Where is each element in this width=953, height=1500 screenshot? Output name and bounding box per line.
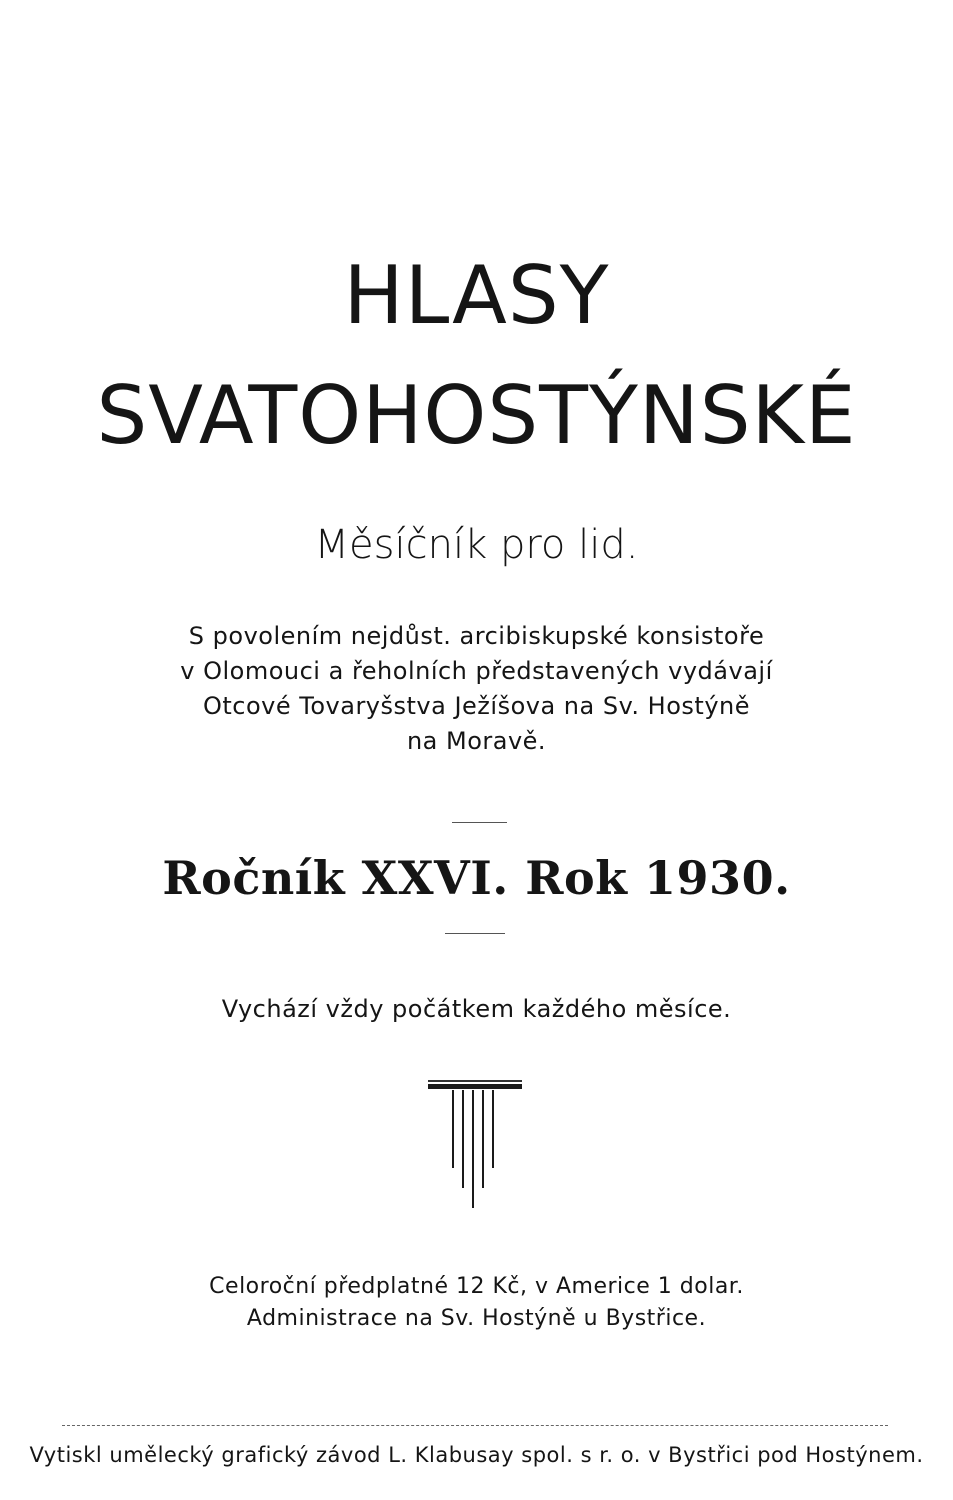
permission-line-1: S povolením nejdůst. arcibiskupské konsistoře — [188, 622, 765, 650]
permission-line-3: Otcové Tovaryšstva Ježíšova na Sv. Hostýně — [202, 692, 751, 720]
title-line-1: HLASY — [343, 249, 610, 342]
footer-rule — [62, 1425, 888, 1426]
permission-line-2: v Olomouci a řeholních představených vydávají — [180, 657, 773, 685]
divider-dash-top — [452, 822, 507, 823]
permission-line-4: na Moravě. — [406, 727, 547, 755]
printer-credit: Vytiskl umělecký grafický závod L. Klabusay spol. s r. o. v Bystřici pod Hostýnem. — [29, 1443, 924, 1467]
subtitle: Měsíčník pro lid. — [314, 522, 639, 568]
volume-year: Ročník XXVI. Rok 1930. — [162, 851, 791, 905]
administration-address: Administrace na Sv. Hostýně u Bystřice. — [246, 1306, 707, 1331]
divider-dash-bottom — [445, 933, 505, 934]
publication-frequency: Vychází vždy počátkem každého měsíce. — [221, 995, 732, 1023]
subscription-price: Celoroční předplatné 12 Kč, v Americe 1 dolar. — [209, 1274, 744, 1299]
ornament-icon — [428, 1080, 524, 1210]
title-line-2: SVATOHOSTÝNSKÉ — [96, 369, 857, 462]
